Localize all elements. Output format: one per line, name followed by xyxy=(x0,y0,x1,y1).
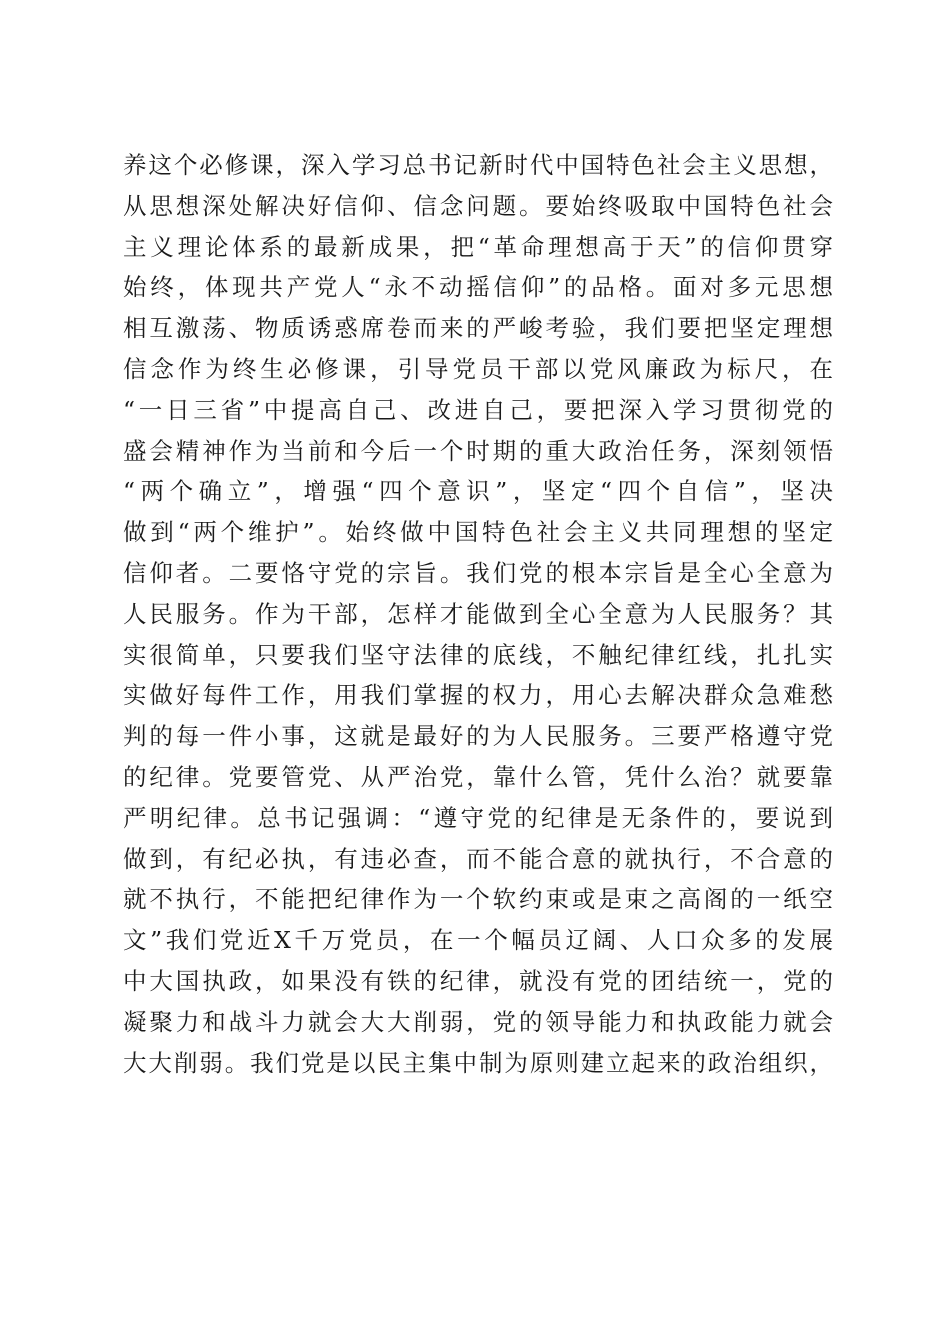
text-line: 盛会精神作为当前和今后一个时期的重大政治任务，深刻领悟 xyxy=(123,436,833,465)
text-line: 文”我们党近X千万党员，在一个幅员辽阔、人口众多的发展 xyxy=(123,926,833,955)
text-line: 就不执行，不能把纪律作为一个软约束或是束之高阁的一纸空 xyxy=(123,885,833,914)
text-line: 做到“两个维护”。始终做中国特色社会主义共同理想的坚定 xyxy=(123,518,833,547)
text-line: 凝聚力和战斗力就会大大削弱，党的领导能力和执政能力就会 xyxy=(123,1007,833,1036)
text-line: 中大国执政，如果没有铁的纪律，就没有党的团结统一，党的 xyxy=(123,966,833,995)
body-paragraph xyxy=(123,145,833,1083)
text-line: 主义理论体系的最新成果，把“革命理想高于天”的信仰贯穿 xyxy=(123,232,833,261)
text-line: 养这个必修课，深入学习总书记新时代中国特色社会主义思想， xyxy=(123,151,833,179)
text-line: 信念作为终生必修课，引导党员干部以党风廉政为标尺，在 xyxy=(123,354,833,383)
text-line: 大大削弱。我们党是以民主集中制为原则建立起来的政治组织， xyxy=(123,1048,833,1077)
text-line: 的纪律。党要管党、从严治党，靠什么管，凭什么治？就要靠 xyxy=(123,762,833,791)
text-line: 做到，有纪必执，有违必查，而不能合意的就执行，不合意的 xyxy=(123,844,833,873)
text-line: 从思想深处解决好信仰、信念问题。要始终吸取中国特色社会 xyxy=(123,191,833,220)
text-line: “两个确立”，增强“四个意识”，坚定“四个自信”，坚决 xyxy=(123,477,833,506)
text-line: 严明纪律。总书记强调：“遵守党的纪律是无条件的，要说到 xyxy=(123,803,833,832)
text-line: 信仰者。二要恪守党的宗旨。我们党的根本宗旨是全心全意为 xyxy=(123,558,833,587)
text-line: 判的每一件小事，这就是最好的为人民服务。三要严格遵守党 xyxy=(123,722,833,751)
text-line: 实做好每件工作，用我们掌握的权力，用心去解决群众急难愁 xyxy=(123,681,833,710)
text-line: 实很简单，只要我们坚守法律的底线，不触纪律红线，扎扎实 xyxy=(123,640,833,669)
text-line: 人民服务。作为干部，怎样才能做到全心全意为人民服务？其 xyxy=(123,599,833,628)
text-line: 相互激荡、物质诱惑席卷而来的严峻考验，我们要把坚定理想 xyxy=(123,314,833,343)
text-line: “一日三省”中提高自己、改进自己，要把深入学习贯彻党的 xyxy=(123,395,833,424)
text-line: 始终，体现共产党人“永不动摇信仰”的品格。面对多元思想 xyxy=(123,273,833,302)
